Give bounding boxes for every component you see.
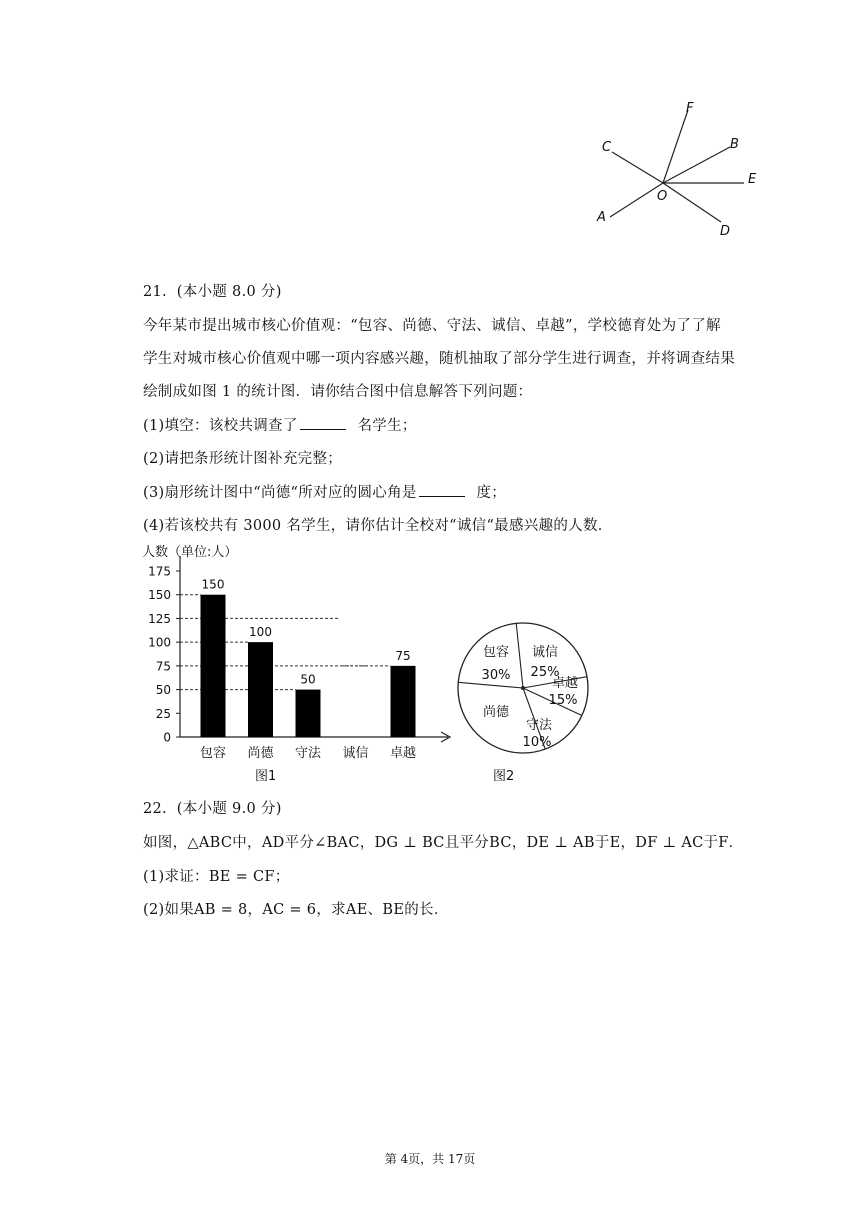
x-category-label: 诚信 (342, 746, 369, 761)
statistics-figures (130, 538, 600, 788)
bar-data-label: 150 (201, 577, 225, 592)
pie-slice-label: 诚信 (531, 645, 559, 660)
pie-slice-percent: 25% (530, 665, 560, 680)
bar-卓越 (391, 666, 416, 737)
label-a: A (597, 210, 606, 225)
y-tick-label: 100 (148, 635, 171, 650)
x-category-label: 包容 (199, 746, 227, 761)
pie-caption: 图2 (493, 769, 515, 784)
q21-intro-line3: 绘制成如图 1 的统计图．请你结合图中信息解答下列问题： (143, 384, 533, 400)
label-f: F (686, 101, 694, 116)
page-footer: 第 4页，共 17页 (384, 1152, 476, 1166)
y-tick-label: 0 (163, 730, 171, 745)
q22-part1: (1)求证：BE = CF； (143, 869, 290, 885)
q21-part1-suffix: 名学生； (357, 418, 417, 434)
pie-slice-label: 尚德 (482, 705, 510, 720)
pie-slice-label: 卓越 (551, 676, 579, 691)
label-c: C (602, 140, 612, 155)
q21-part4: (4)若该校共有 3000 名学生，请你估计全校对“诚信“最感兴趣的人数． (143, 518, 613, 534)
q21-part2: (2)请把条形统计图补充完整； (143, 451, 343, 467)
x-category-label: 尚德 (247, 746, 274, 761)
y-tick-label: 25 (155, 706, 171, 721)
pie-slice-label: 守法 (525, 718, 553, 733)
bar-守法 (296, 690, 321, 737)
angle-figure (590, 95, 770, 245)
y-tick-label: 75 (155, 659, 171, 674)
q21-part3-suffix: 度； (476, 485, 507, 501)
y-tick-label: 125 (148, 611, 171, 626)
q21-part3 (143, 481, 506, 502)
y-tick-label: 175 (148, 564, 171, 579)
x-category-label: 守法 (294, 746, 322, 761)
q22-part2: (2)如果AB = 8，AC = 6，求AE、BE的长． (143, 902, 449, 918)
bar-y-label: 人数（单位:人） (142, 545, 238, 560)
pie-slice-percent: 10% (522, 735, 552, 750)
q22-line1: 如图，△ABC中，AD平分∠BAC，DG ⊥ BC且平分BC，DE ⊥ AB于E，DF ⊥ AC于F． (143, 835, 744, 851)
q21-part1-text: (1)填空：该校共调查了 (143, 418, 298, 434)
y-tick-label: 50 (155, 683, 171, 698)
q21-part1 (143, 414, 417, 435)
q22-header: 22. (本小题 9.0 分) (143, 801, 282, 817)
bar-尚德 (248, 642, 273, 737)
bar-data-label: 50 (300, 672, 316, 687)
y-tick-label: 150 (148, 588, 171, 603)
q21-intro-line1: 今年某市提出城市核心价值观：“包容、尚德、守法、诚信、卓越”，学校德育处为了了解 (143, 318, 721, 334)
label-o: O (657, 189, 668, 204)
bar-包容 (201, 595, 226, 737)
q21-intro-line2: 学生对城市核心价值观中哪一项内容感兴趣，随机抽取了部分学生进行调查，并将调查结果 (143, 351, 735, 367)
bar-caption: 图1 (255, 769, 277, 784)
x-category-label: 卓越 (389, 746, 417, 761)
q21-header: 21. (本小题 8.0 分) (143, 284, 282, 300)
answer-blank (419, 484, 465, 497)
q21-part3-text: (3)扇形统计图中“尚德“所对应的圆心角是 (143, 485, 417, 501)
bar-data-label: 75 (395, 648, 411, 663)
label-b: B (730, 137, 739, 152)
label-e: E (748, 172, 757, 187)
bar-data-label: 100 (249, 625, 272, 640)
pie-center (521, 686, 525, 690)
label-d: D (720, 224, 731, 239)
pie-slice-percent: 30% (481, 668, 511, 683)
pie-slice-label: 包容 (482, 645, 510, 660)
answer-blank (300, 417, 346, 430)
pie-slice-percent: 15% (548, 693, 578, 708)
